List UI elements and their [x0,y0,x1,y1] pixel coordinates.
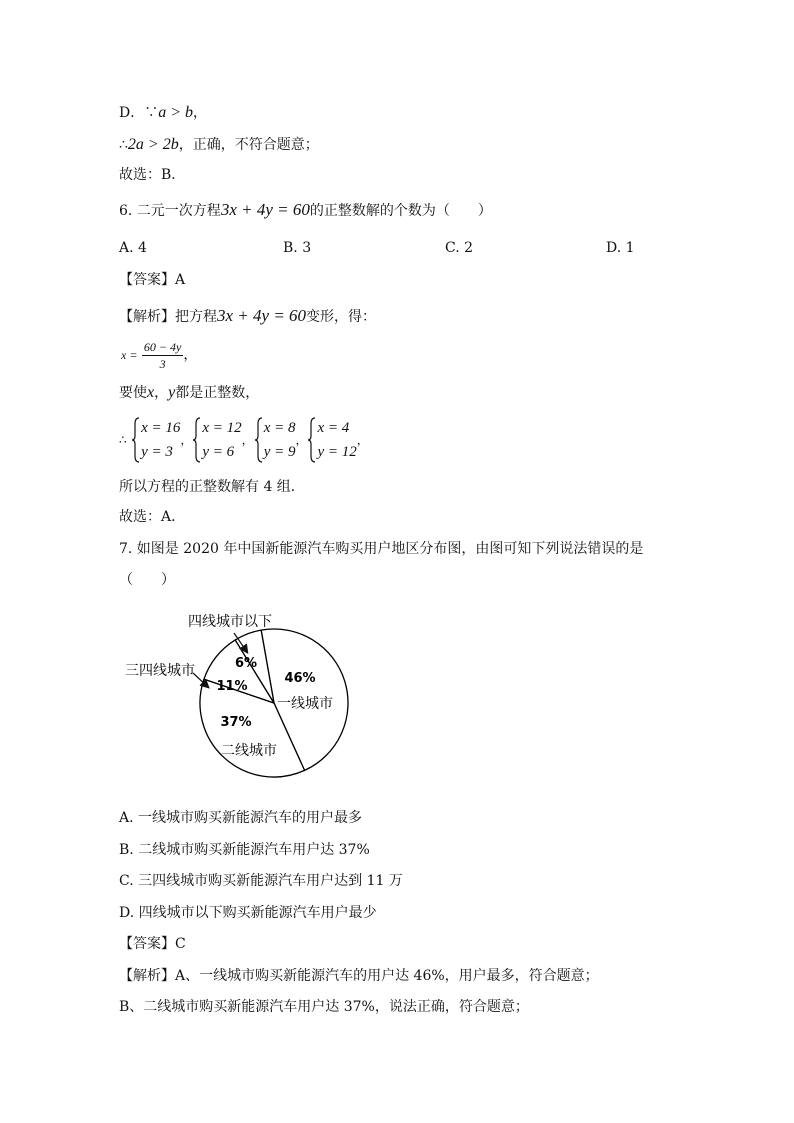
option-d-line [119,103,207,123]
q6-conclusion: 所以方程的正整数解有 4 组． [119,479,305,495]
q6-system-4-x: x = 4 [317,420,350,436]
q6-answer: 【答案】A [119,272,186,288]
choose-a-line: 故选：A． [119,509,186,525]
q6-system-2-y: y = 6 [202,444,235,460]
option-d-expr: a > b [158,104,194,121]
q6-var-x: x [147,384,155,401]
q6-sep-1: ， [180,433,193,447]
q6-option-a: A. 4 [119,240,147,256]
q6-tail: 的正整数解的个数为（ ） [309,203,492,219]
q6-analysis-tail: 变形，得： [306,309,377,325]
option-d-tail: ， [193,105,208,121]
q7-option-c: C. 三四线城市购买新能源汽车用户达到 11 万 [119,873,403,889]
q6-frac-denominator: 3 [159,356,166,371]
therefore-line [119,135,319,155]
q6-fraction [142,339,183,372]
q6-system-3 [264,416,296,464]
q6-sep-3: ， [295,433,308,447]
q6-sep-2: ， [241,433,254,447]
value-label-tier34: 11% [216,679,248,694]
q7-stem: 7. 如图是 2020 年中国新能源汽车购买用户地区分布图，由图可知下列说法错误的是 [119,541,644,557]
q6-fraction-line [121,338,197,372]
q6-make-line [119,383,259,403]
q6-therefore: ∴ [119,433,127,447]
q6-make-tail: 都是正整数， [175,385,260,401]
q6-system-4 [317,416,356,464]
q6-system-2 [202,416,241,464]
q6-system-4-y: y = 12 [317,444,357,460]
q7-analysis-b: B、二线城市购买新能源汽车用户达 37%，说法正确，符合题意； [119,999,529,1015]
q6-prefix: 6. 二元一次方程 [119,203,221,219]
q6-make: 要使 [119,385,147,401]
q7-answer: 【答案】C [119,936,186,952]
q6-option-b: B. 3 [283,240,312,256]
q6-system-1-y: y = 3 [141,444,173,460]
q6-analysis-prefix: 【解析】把方程 [119,309,217,325]
label-tier1: 一线城市 [277,696,333,712]
value-label-tier1: 46% [284,671,316,686]
q6-comma: ， [154,385,169,401]
q6-sep-4: ， [356,433,369,447]
q6-option-c: C. 2 [445,240,474,256]
q6-frac-tail: ， [183,347,198,363]
brace-icon [307,416,317,464]
q6-analysis [119,306,376,327]
q7-paren: （ ） [119,572,175,588]
q6-analysis-equation: 3x + 4y = 60 [217,306,307,325]
q7-option-b: B. 二线城市购买新能源汽车用户达 37% [119,842,370,858]
q7-option-a: A. 一线城市购买新能源汽车的用户最多 [119,810,363,826]
q7-analysis-a: 【解析】A、一线城市购买新能源汽车的用户达 46%，用户最多，符合题意； [119,968,599,984]
option-d-prefix: D．∵ [119,105,159,121]
q6-equation: 3x + 4y = 60 [220,200,310,219]
q6-solutions [119,414,369,466]
q6-system-3-y: y = 9 [263,444,296,460]
q6-system-1 [141,416,180,464]
value-label-tier2: 37% [220,715,252,730]
choose-b-line: 故选：B． [119,167,186,183]
therefore-tail: ，正确，不符合题意； [178,137,319,153]
q6-system-2-x: x = 12 [202,420,242,436]
q6-system-1-x: x = 16 [141,420,181,436]
label-tier4-below: 四线城市以下 [188,614,272,630]
value-label-tier4-below: 6% [234,656,258,671]
label-tier34: 三四线城市 [125,663,195,679]
q6-stem [119,200,492,221]
label-tier2: 二线城市 [221,743,277,759]
therefore-expr: 2a > 2b [127,136,179,153]
q6-option-d: D. 1 [606,240,635,256]
q6-frac-lhs: x = [121,348,138,362]
q6-var-y: y [168,384,176,401]
brace-icon [254,416,264,464]
q6-frac-numerator: 60 − 4y [143,339,182,354]
brace-icon [131,416,141,464]
therefore-symbol: ∴ [119,137,128,153]
q6-system-3-x: x = 8 [263,420,296,436]
pie-chart [0,605,794,805]
q7-option-d: D. 四线城市以下购买新能源汽车用户最少 [119,905,377,921]
brace-icon [192,416,202,464]
